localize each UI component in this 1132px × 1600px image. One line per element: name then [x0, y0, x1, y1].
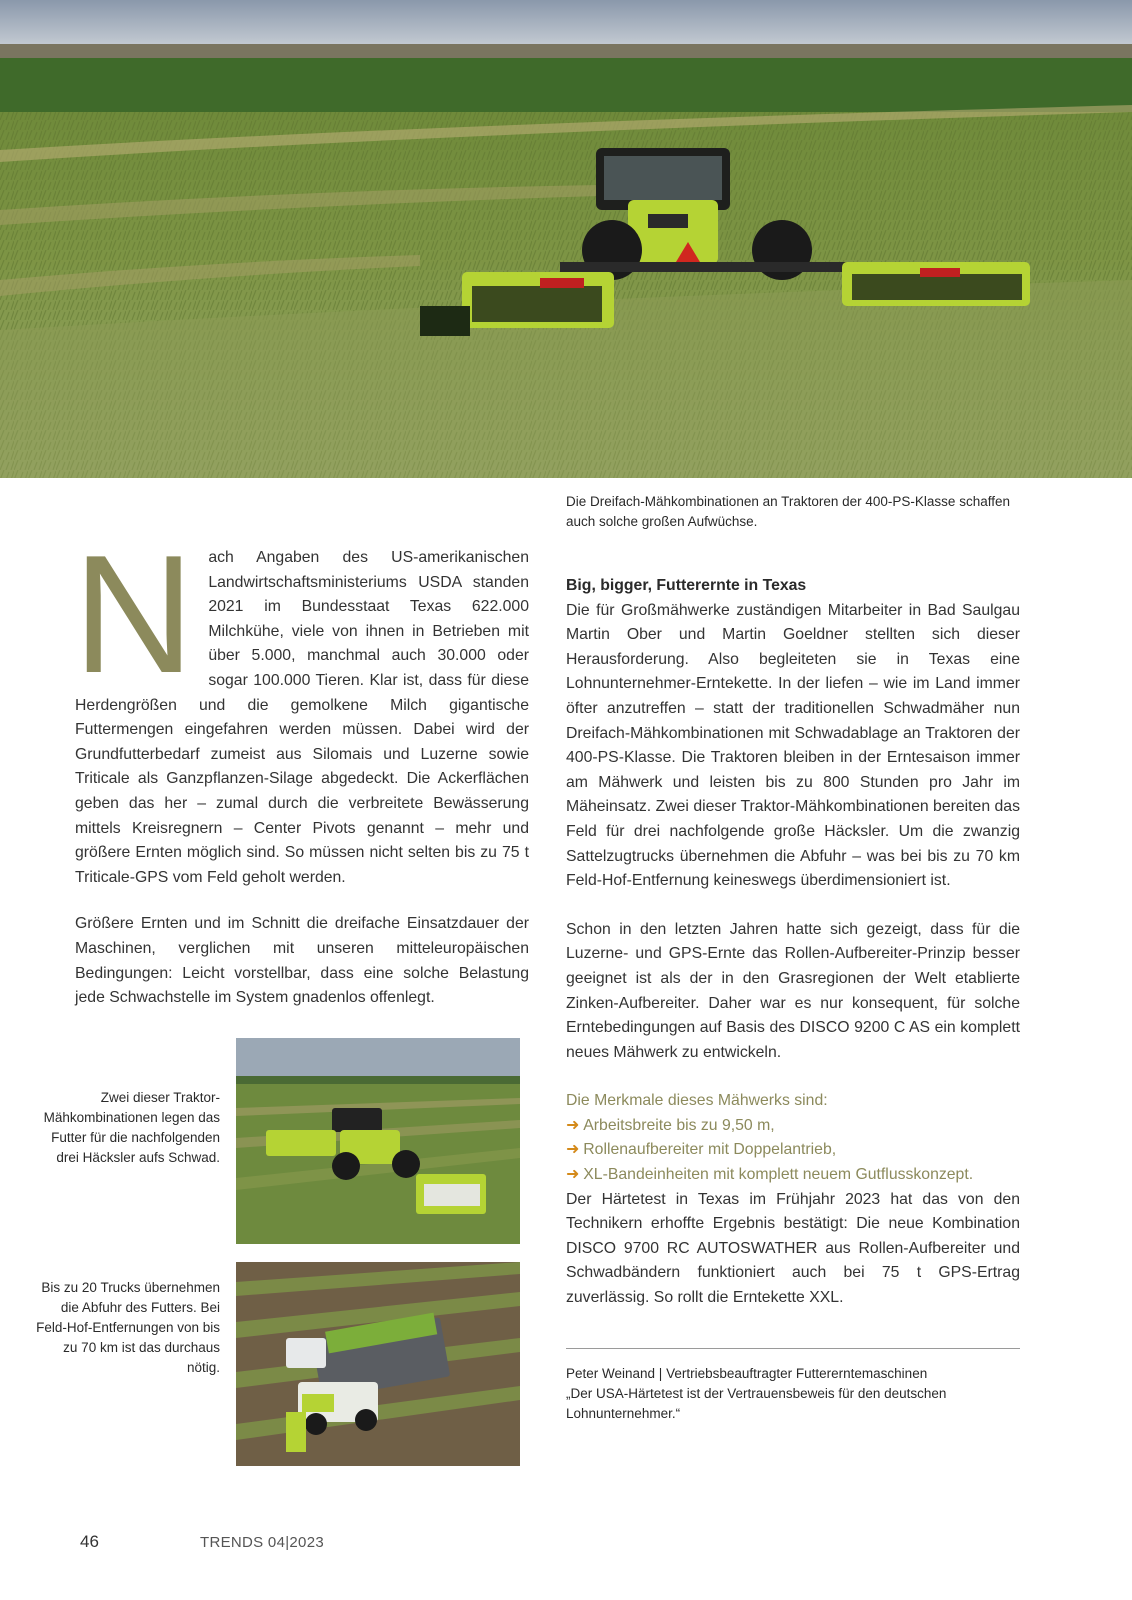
hero-photo	[0, 0, 1132, 478]
feature-item: ➜ Rollenaufbereiter mit Doppelantrieb,	[566, 1141, 837, 1159]
trucks-photo-illustration	[236, 1262, 520, 1466]
intro-paragraph-1-text: ach Angaben des US-amerikanischen Landwirtschaftsministeriums USDA standen 2021 im Bundesstaat Texas 622.000 Milchkühe, viele von ihnen in Betrieben mit über 5.000, manchmal auch 30.000 oder sogar 100.000 Tieren. Klar ist, dass für diese Herdengrößen und die gemolkene Milch gigantische Futtermengen eingefahren werden müssen. Dabei wird der Grundfutterbedarf zumeist aus Silomais und Luzerne sowie Triticale als Ganzpflanzen-Silage abgedeckt. Die Ackerflächen geben das her – zumal durch die verbreitete Bewässerung mittels Kreisregnern – Center Pivots genannt – mehr und größere Ernten möglich sind. So müssen nicht selten bis zu 75 t Triticale-GPS vom Feld geholt werden.	[75, 549, 529, 886]
quote-divider	[566, 1348, 1020, 1349]
magazine-issue: TRENDS 04|2023	[200, 1534, 324, 1551]
section-heading: Big, bigger, Futterernte in Texas	[566, 577, 807, 594]
hero-photo-illustration	[0, 0, 1132, 478]
mower-photo-caption: Zwei dieser Traktor-Mähkombinationen legen das Futter für die nachfolgenden drei Häcksler aufs Schwad.	[43, 1090, 220, 1165]
page-number: 46	[80, 1532, 99, 1551]
trucks-photo	[236, 1262, 520, 1466]
feature-item: ➜ Arbeitsbreite bis zu 9,50 m,	[566, 1116, 775, 1134]
mower-photo	[236, 1038, 520, 1244]
section-column	[566, 574, 1020, 1311]
intro-paragraph-2: Größere Ernten und im Schnitt die dreifache Einsatzdauer der Maschinen, verglichen mit unseren mitteleuropäischen Bedingungen: Leicht vorstellbar, dass eine solche Belastung jede Schwachstelle im System gnadenlos offenlegt.	[75, 915, 529, 1007]
feature-list-intro: Die Merkmale dieses Mähwerks sind:	[566, 1092, 828, 1110]
arrow-right-icon: ➜	[566, 1141, 580, 1159]
arrow-right-icon: ➜	[566, 1166, 580, 1184]
intro-paragraph-1	[73, 520, 529, 890]
quote-text: „Der USA-Härtetest ist der Vertrauensbeweis für den deutschen Lohnunternehmer.“	[566, 1386, 947, 1421]
hero-caption: Die Dreifach-Mähkombinationen an Traktoren der 400-PS-Klasse schaffen auch solche großen Aufwüchse.	[566, 494, 1010, 529]
arrow-right-icon: ➜	[566, 1116, 580, 1134]
feature-item: ➜ XL-Bandeinheiten mit komplett neuem Gutflusskonzept.	[566, 1166, 974, 1184]
quote-block	[566, 1364, 1020, 1424]
feature-list	[566, 1089, 1020, 1187]
section-paragraph-3: Der Härtetest in Texas im Frühjahr 2023 hat das von den Technikern erhoffte Ergebnis bestätigt: Die neue Kombination DISCO 9700 RC AUTOSWATHER aus Rollen-Aufbereiter und Schwadbändern funktioniert auch bei 75 t GPS-Ertrag zuverlässig. So rollt die Erntekette XXL.	[566, 1190, 1020, 1307]
trucks-photo-caption: Bis zu 20 Trucks übernehmen die Abfuhr des Futters. Bei Feld-Hof-Entfernungen von bis zu 70 km ist das durchaus nötig.	[36, 1280, 220, 1375]
section-paragraph-1: Die für Großmähwerke zuständigen Mitarbeiter in Bad Saulgau Martin Ober und Martin Goeldner stellten sich dieser Herausforderung. Also begleiteten sie in Texas eine Lohnunternehmer-Erntekette. In der liefen – wie im Land immer öfter anzutreffen – statt der traditionellen Schwadmäher nun Dreifach-Mähkombinationen mit Schwadablage an Traktoren der 400-PS-Klasse. Die Traktoren bleiben in der Erntesaison immer am Mähwerk und leisten bis zu 800 Stunden pro Jahr im Mäheinsatz. Zwei dieser Traktor-Mähkombinationen bereiten das Feld für drei nachfolgende große Häcksler. Um die zwanzig Sattelzugtrucks übernehmen die Abfuhr – was bei bis zu 70 km Feld-Hof-Entfernung keineswegs überdimensioniert ist.	[566, 601, 1020, 890]
mower-photo-illustration	[236, 1038, 520, 1244]
quote-attribution: Peter Weinand | Vertriebsbeauftragter Futtererntemaschinen	[566, 1366, 928, 1381]
intro-column	[73, 520, 529, 1011]
section-paragraph-2: Schon in den letzten Jahren hatte sich gezeigt, dass für die Luzerne- und GPS-Ernte das Rollen-Aufbereiter-Prinzip besser geeignet ist als der in den Grasregionen der Welt etablierte Zinken-Aufbereiter. Daher war es nur konsequent, für solche Erntebedingungen auf Basis des DISCO 9200 C AS ein komplett neues Mähwerk zu entwickeln.	[566, 920, 1020, 1061]
dropcap: N	[73, 520, 195, 708]
